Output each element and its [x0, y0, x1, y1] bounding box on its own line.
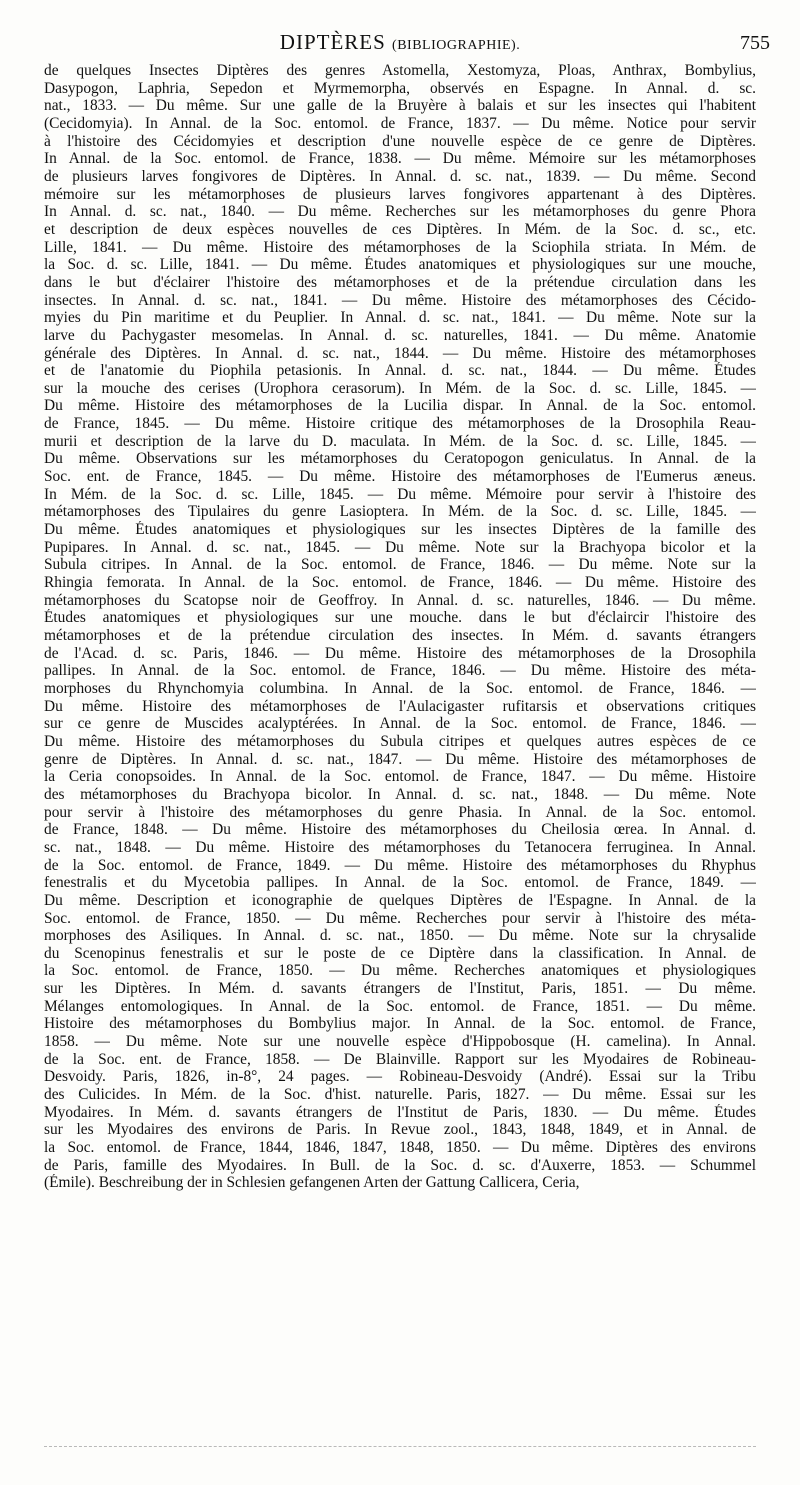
text-line: la Ceria conopsoides. In Annal. de la Soc. entomol. de France, 1847. — Du même. Histoire: [44, 768, 756, 786]
text-line: Lille, 1841. — Du même. Histoire des métamorphoses de la Sciophila striata. In Mém. de: [44, 238, 756, 256]
text-line: de quelques Insectes Diptères des genres Astomella, Xestomyza, Ploas, Anthrax, Bombylius,: [44, 62, 756, 79]
text-line: Du même. Histoire des métamorphoses de la Lucilia dispar. In Annal. de la Soc. entomol.: [44, 397, 756, 415]
text-line: morphoses du Rhynchomyia columbina. In Annal. de la Soc. entomol. de France, 1846. —: [44, 679, 756, 697]
text-line: genre de Diptères. In Annal. d. sc. nat., 1847. — Du même. Histoire des métamorphoses de: [44, 750, 756, 768]
text-line: la Soc. d. sc. Lille, 1841. — Du même. Études anatomiques et physiologiques sur une mouche,: [44, 256, 756, 274]
text-line: Myodaires. In Mém. d. savants étrangers de l'Institut de Paris, 1830. — Du même. Études: [44, 1103, 756, 1121]
text-line: dans le but d'éclairer l'histoire des métamorphoses et de la prétendue circulation dans les: [44, 273, 756, 291]
text-line: Rhingia femorata. In Annal. de la Soc. entomol. de France, 1846. — Du même. Histoire des: [44, 574, 756, 592]
text-line: Pupipares. In Annal. d. sc. nat., 1845. — Du même. Note sur la Brachyopa bicolor et la: [44, 538, 756, 556]
text-line: métamorphoses du Scatopse noir de Geoffroy. In Annal. d. sc. naturelles, 1846. — Du même.: [44, 591, 756, 609]
text-line: Soc. ent. de France, 1845. — Du même. Histoire des métamorphoses de l'Eumerus æneus.: [44, 468, 756, 486]
page-header: [0, 28, 800, 58]
running-title-subtitle: (BIBLIOGRAPHIE).: [392, 38, 521, 53]
text-line: métamorphoses des Tipulaires du genre Lasioptera. In Mém. de la Soc. d. sc. Lille, 1845. —: [44, 503, 756, 521]
text-line: sur ce genre de Muscides acalyptérées. In Annal. de la Soc. entomol. de France, 1846. —: [44, 715, 756, 733]
page-number: 755: [740, 32, 770, 54]
text-line: à l'histoire des Cécidomyies et description d'une nouvelle espèce de ce genre de Diptères.: [44, 132, 756, 150]
text-line: Subula citripes. In Annal. de la Soc. entomol. de France, 1846. — Du même. Note sur la: [44, 556, 756, 574]
text-line: sc. nat., 1848. — Du même. Histoire des métamorphoses du Tetanocera ferruginea. In Annal.: [44, 838, 756, 856]
text-line: 1858. — Du même. Note sur une nouvelle espèce d'Hippobosque (H. camelina). In Annal.: [44, 1033, 756, 1051]
text-line: de la Soc. entomol. de France, 1849. — Du même. Histoire des métamorphoses du Rhyphus: [44, 856, 756, 874]
text-line: Desvoidy. Paris, 1826, in-8°, 24 pages. — Robineau-Desvoidy (André). Essai sur la Tribu: [44, 1068, 756, 1086]
text-line: du Scenopinus fenestralis et sur le poste de ce Diptère dans la classification. In Annal. de: [44, 944, 756, 962]
text-line: nat., 1833. — Du même. Sur une galle de la Bruyère à balais et sur les insectes qui l'habitent: [44, 97, 756, 115]
text-line: de Paris, famille des Myodaires. In Bull. de la Soc. d. sc. d'Auxerre, 1853. — Schummel: [44, 1156, 756, 1174]
text-line: mémoire sur les métamorphoses de plusieurs larves fongivores appartenant à des Diptères.: [44, 185, 756, 203]
text-line: et description de deux espèces nouvelles de ces Diptères. In Mém. de la Soc. d. sc., etc.: [44, 220, 756, 238]
text-line: Soc. entomol. de France, 1850. — Du même. Recherches pour servir à l'histoire des méta-: [44, 909, 756, 927]
text-line: murii et description de la larve du D. maculata. In Mém. de la Soc. d. sc. Lille, 1845. —: [44, 432, 756, 450]
text-line: Du même. Études anatomiques et physiologiques sur les insectes Diptères de la famille des: [44, 521, 756, 539]
text-line: morphoses des Asiliques. In Annal. d. sc. nat., 1850. — Du même. Note sur la chrysalide: [44, 927, 756, 945]
text-line: de la Soc. ent. de France, 1858. — De Blainville. Rapport sur les Myodaires de Robineau-: [44, 1050, 756, 1068]
bibliography-text: [44, 62, 756, 1192]
text-line: de plusieurs larves fongivores de Diptères. In Annal. d. sc. nat., 1839. — Du même. Second: [44, 167, 756, 185]
text-line: Dasypogon, Laphria, Sepedon et Myrmemorpha, observés en Espagne. In Annal. d. sc.: [44, 79, 756, 97]
text-line: de France, 1845. — Du même. Histoire critique des métamorphoses de la Drosophila Reau-: [44, 415, 756, 433]
text-line: de l'Acad. d. sc. Paris, 1846. — Du même. Histoire des métamorphoses de la Drosophila: [44, 644, 756, 662]
text-line: In Annal. de la Soc. entomol. de France, 1838. — Du même. Mémoire sur les métamorphoses: [44, 150, 756, 168]
text-line: de France, 1848. — Du même. Histoire des métamorphoses du Cheilosia œrea. In Annal. d.: [44, 821, 756, 839]
running-title-main: DIPTÈRES: [279, 30, 386, 54]
text-line: (Cecidomyia). In Annal. de la Soc. entomol. de France, 1837. — Du même. Notice pour servir: [44, 114, 756, 132]
text-line: larve du Pachygaster mesomelas. In Annal. d. sc. naturelles, 1841. — Du même. Anatomie: [44, 326, 756, 344]
text-line: la Soc. entomol. de France, 1850. — Du même. Recherches anatomiques et physiologiques: [44, 962, 756, 980]
text-line: fenestralis et du Mycetobia pallipes. In Annal. de la Soc. entomol. de France, 1849. —: [44, 874, 756, 892]
text-line: myies du Pin maritime et du Peuplier. In Annal. d. sc. nat., 1841. — Du même. Note sur la: [44, 309, 756, 327]
text-line: Mélanges entomologiques. In Annal. de la Soc. entomol. de France, 1851. — Du même.: [44, 997, 756, 1015]
text-line: générale des Diptères. In Annal. d. sc. nat., 1844. — Du même. Histoire des métamorphoses: [44, 344, 756, 362]
text-line: Du même. Histoire des métamorphoses de l'Aulacigaster rufitarsis et observations critiques: [44, 697, 756, 715]
text-line: Histoire des métamorphoses du Bombylius major. In Annal. de la Soc. entomol. de France,: [44, 1015, 756, 1033]
text-line: des Culicides. In Mém. de la Soc. d'hist. naturelle. Paris, 1827. — Du même. Essai sur les: [44, 1086, 756, 1104]
text-line: Études anatomiques et physiologiques sur une mouche. dans le but d'éclaircir l'histoire des: [44, 609, 756, 627]
text-line: In Mém. de la Soc. d. sc. Lille, 1845. — Du même. Mémoire pour servir à l'histoire des: [44, 485, 756, 503]
text-line: insectes. In Annal. d. sc. nat., 1841. — Du même. Histoire des métamorphoses des Cécido-: [44, 291, 756, 309]
running-title: [0, 30, 800, 55]
text-line: Du même. Observations sur les métamorphoses du Ceratopogon geniculatus. In Annal. de la: [44, 450, 756, 468]
text-line: la Soc. entomol. de France, 1844, 1846, 1847, 1848, 1850. — Du même. Diptères des environs: [44, 1139, 756, 1157]
text-line: In Annal. d. sc. nat., 1840. — Du même. Recherches sur les métamorphoses du genre Phora: [44, 203, 756, 221]
text-line: métamorphoses et de la prétendue circulation des insectes. In Mém. d. savants étrangers: [44, 627, 756, 644]
text-line: et de l'anatomie du Piophila petasionis. In Annal. d. sc. nat., 1844. — Du même. Études: [44, 362, 756, 380]
text-line: sur les Myodaires des environs de Paris. In Revue zool., 1843, 1848, 1849, et in Annal. de: [44, 1121, 756, 1139]
text-line: sur la mouche des cerises (Urophora cerasorum). In Mém. de la Soc. d. sc. Lille, 1845. —: [44, 379, 756, 397]
text-line: (Émile). Beschreibung der in Schlesien gefangenen Arten der Gattung Callicera, Ceria,: [44, 1174, 580, 1192]
text-line: des métamorphoses du Brachyopa bicolor. In Annal. d. sc. nat., 1848. — Du même. Note: [44, 785, 756, 803]
text-line: pour servir à l'histoire des métamorphoses du genre Phasia. In Annal. de la Soc. entomol.: [44, 803, 756, 821]
text-line: sur les Diptères. In Mém. d. savants étrangers de l'Institut, Paris, 1851. — Du même.: [44, 980, 756, 998]
text-line: Du même. Description et iconographie de quelques Diptères de l'Espagne. In Annal. de la: [44, 891, 756, 909]
footer-divider: [44, 1446, 756, 1447]
text-line: pallipes. In Annal. de la Soc. entomol. de France, 1846. — Du même. Histoire des méta-: [44, 662, 756, 680]
text-line: Du même. Histoire des métamorphoses du Subula citripes et quelques autres espèces de ce: [44, 732, 756, 750]
